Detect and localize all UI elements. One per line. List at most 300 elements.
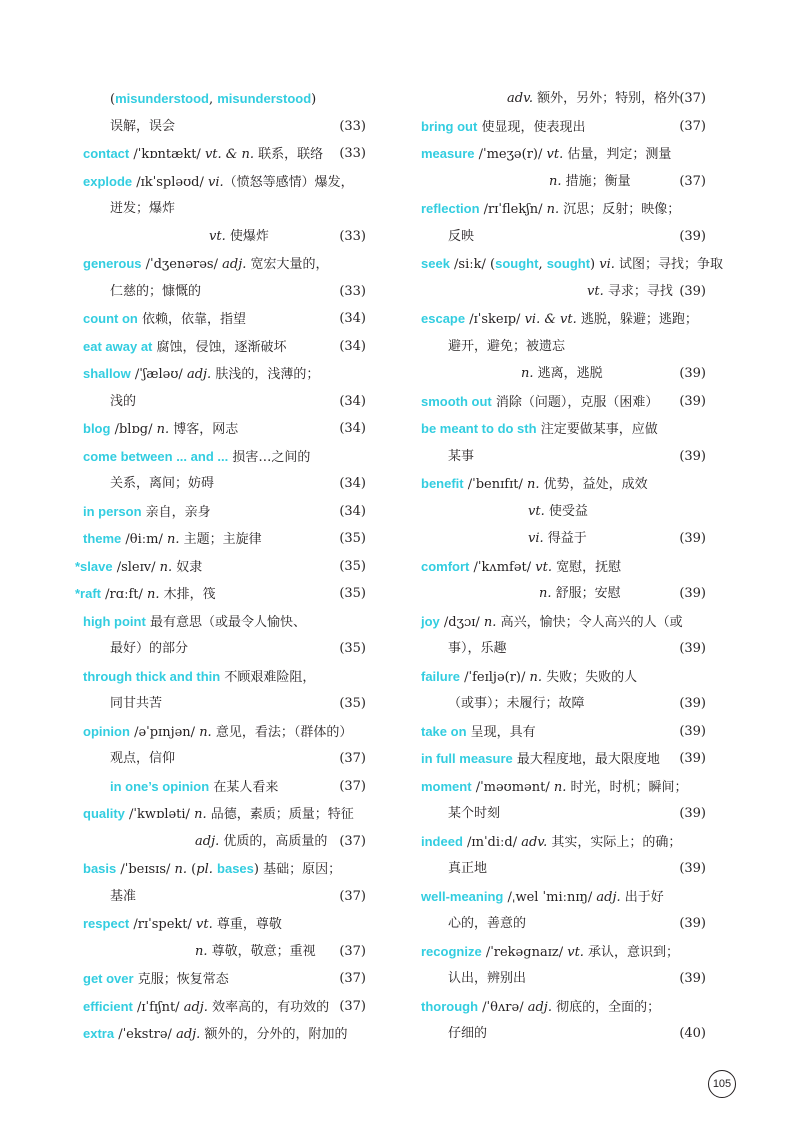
glossary-line xyxy=(421,828,706,856)
part-of-speech: adj. xyxy=(222,257,247,272)
glossary-line xyxy=(83,910,366,938)
page-reference: (39) xyxy=(679,723,706,739)
page-reference: (37) xyxy=(679,173,706,189)
glossary-line xyxy=(421,278,706,306)
entry-segment: 措施；衡量 xyxy=(561,173,631,189)
entry-text xyxy=(421,663,637,692)
page-reference: (39) xyxy=(679,696,706,711)
glossary-line xyxy=(421,333,706,361)
entry-text xyxy=(448,855,487,883)
entry-segment: /ˈməʊmənt/ xyxy=(471,779,554,795)
glossary-line xyxy=(421,553,706,581)
entry-text xyxy=(83,415,238,444)
entry-text xyxy=(75,580,216,609)
page-reference: (34) xyxy=(339,311,366,326)
page-reference: (37) xyxy=(339,751,366,766)
glossary-line xyxy=(83,305,366,333)
glossary-line xyxy=(421,965,706,993)
entry-text xyxy=(448,690,585,718)
entry-text xyxy=(448,1020,487,1048)
part-of-speech: vt. xyxy=(209,228,226,244)
entry-text xyxy=(549,168,631,196)
part-of-speech: n. xyxy=(199,724,212,740)
entry-segment: 承认，意识到； xyxy=(583,944,680,960)
entry-text xyxy=(110,773,278,802)
entry-segment: 仔细的 xyxy=(448,1026,488,1041)
headword: thorough xyxy=(421,998,479,1014)
page-reference: (39) xyxy=(679,393,706,409)
entry-segment: /ˈfeɪljə(r)/ xyxy=(460,669,530,685)
entry-text xyxy=(539,580,621,608)
part-of-speech: vt. xyxy=(528,503,545,519)
entry-segment: ( xyxy=(187,862,197,877)
headword: extra xyxy=(83,1026,115,1041)
headword: reflection xyxy=(421,201,480,216)
glossary-line xyxy=(421,195,706,223)
part-of-speech: vt. xyxy=(535,559,552,575)
glossary-line xyxy=(83,800,366,828)
entry-text xyxy=(110,85,316,114)
page-reference: (39) xyxy=(679,916,706,931)
entry-segment: 效率高的，有功效的 xyxy=(207,999,330,1015)
headword: *slave xyxy=(75,558,113,574)
entry-text xyxy=(421,608,683,637)
part-of-speech: n. xyxy=(167,532,180,547)
entry-segment: /sleɪv/ xyxy=(112,559,160,575)
page-reference: (34) xyxy=(339,421,366,436)
part-of-speech: vt. xyxy=(196,917,213,932)
entry-text xyxy=(83,360,319,389)
entry-segment: 同甘共苦 xyxy=(110,696,163,711)
entry-segment: ) 基础；原因； xyxy=(253,862,342,877)
headword: recognize xyxy=(421,943,482,959)
entry-segment: , xyxy=(208,92,218,107)
part-of-speech: n. xyxy=(147,587,160,602)
headword: failure xyxy=(421,668,461,684)
glossary-line xyxy=(421,635,706,663)
part-of-speech: vi. xyxy=(599,257,615,272)
entry-segment: /siːk/ ( xyxy=(449,257,496,272)
glossary-line xyxy=(421,938,706,966)
glossary-line xyxy=(421,690,706,718)
part-of-speech: adj. xyxy=(527,999,552,1015)
headword: high point xyxy=(83,613,146,629)
glossary-line xyxy=(421,580,706,608)
page-reference: (33) xyxy=(339,118,366,134)
entry-segment: 最有意思（或最令人愉快、 xyxy=(145,614,306,630)
headword: in one’s opinion xyxy=(110,778,210,794)
page-reference: (39) xyxy=(679,861,706,876)
glossary-line xyxy=(83,415,366,443)
part-of-speech: vi. & vt. xyxy=(524,312,577,327)
entry-segment: /ɪˈskeɪp/ xyxy=(465,312,525,327)
entry-segment: 优质的，高质量的 xyxy=(219,833,328,849)
entry-segment: /rɪˈflekʃn/ xyxy=(479,202,547,217)
part-of-speech: adj. xyxy=(195,833,220,849)
entry-segment: 损害…之间的 xyxy=(228,449,311,465)
entry-text xyxy=(448,635,507,663)
entry-segment: 浅的 xyxy=(110,393,137,409)
entry-segment: 仁慈的；慷慨的 xyxy=(110,283,202,299)
glossary-line xyxy=(83,168,366,196)
entry-segment: /ˈθʌrə/ xyxy=(478,999,528,1015)
page-reference: (33) xyxy=(339,228,366,244)
glossary-line xyxy=(421,800,706,828)
glossary-line xyxy=(83,250,366,278)
glossary-line xyxy=(83,635,366,663)
entry-text xyxy=(421,718,536,747)
entry-text xyxy=(448,910,526,938)
page-reference: (34) xyxy=(339,503,366,519)
entry-text xyxy=(110,470,214,498)
headword: respect xyxy=(83,916,130,931)
glossary-line xyxy=(83,938,366,966)
entry-segment: ) xyxy=(311,92,317,107)
glossary-line xyxy=(421,415,706,443)
entry-text xyxy=(110,113,175,141)
entry-segment: 最好）的部分 xyxy=(110,641,189,656)
entry-text xyxy=(110,690,162,718)
headword: be meant to do sth xyxy=(421,421,537,436)
glossary-line xyxy=(83,278,366,306)
entry-segment: /ɪˈfɪʃnt/ xyxy=(132,999,184,1015)
entry-segment: 避开，避免；被遗忘 xyxy=(448,338,566,354)
page-reference: (40) xyxy=(679,1026,706,1041)
entry-text xyxy=(421,415,658,444)
entry-segment: 依赖，依靠，指望 xyxy=(137,312,247,327)
glossary-line xyxy=(421,1020,706,1048)
glossary-line xyxy=(421,85,706,113)
page-reference: (39) xyxy=(679,448,706,464)
entry-segment: /dʒɔɪ/ xyxy=(439,614,484,630)
entry-text xyxy=(421,305,698,334)
entry-text xyxy=(448,800,500,828)
entry-text xyxy=(75,553,202,582)
entry-segment: 在某人看来 xyxy=(209,779,279,795)
glossary-line xyxy=(421,608,706,636)
headword: quality xyxy=(83,806,125,821)
glossary-line xyxy=(421,855,706,883)
part-of-speech: vt. xyxy=(546,147,564,162)
entry-segment: /rɑːft/ xyxy=(101,587,147,602)
entry-text xyxy=(83,305,246,334)
headword: misunderstood xyxy=(115,91,209,106)
entry-segment: 品德，素质；质量；特征 xyxy=(206,807,354,822)
entry-text xyxy=(421,470,648,499)
entry-segment: 意见，看法；（群体的） xyxy=(211,724,353,740)
entry-text xyxy=(421,388,658,417)
glossary-line xyxy=(83,525,366,553)
glossary-line xyxy=(83,608,366,636)
glossary-line xyxy=(421,525,706,553)
entry-text xyxy=(507,85,680,113)
entry-segment: 得益于 xyxy=(543,531,587,546)
entry-text xyxy=(83,663,315,692)
entry-segment: （或事）；未履行；故障 xyxy=(448,696,585,711)
part-of-speech: n. xyxy=(159,559,173,575)
entry-segment: 额外，另外；特别，格外 xyxy=(533,91,681,106)
entry-segment: 额外的，分外的，附加的 xyxy=(200,1027,348,1042)
page-reference: (39) xyxy=(679,641,706,656)
page-reference: (34) xyxy=(339,338,366,354)
headword: explode xyxy=(83,173,133,189)
entry-text xyxy=(83,965,229,994)
entry-text xyxy=(528,525,587,553)
page-reference: (37) xyxy=(679,91,706,106)
headword: misunderstood xyxy=(217,91,312,106)
glossary-line xyxy=(75,580,366,608)
part-of-speech: n. xyxy=(194,807,207,822)
headword: basis xyxy=(83,861,117,876)
glossary-line xyxy=(83,498,366,526)
entry-segment: /rɪˈspekt/ xyxy=(129,917,197,932)
entry-segment: 估量，判定；测量 xyxy=(563,147,672,162)
entry-segment: /ˌwel ˈmiːnɪŋ/ xyxy=(503,889,597,905)
entry-text xyxy=(83,443,310,472)
page-number: 105 xyxy=(708,1070,736,1098)
part-of-speech: n. xyxy=(526,477,540,492)
entry-segment: 宽宏大量的， xyxy=(246,257,329,272)
glossary-line xyxy=(83,388,366,416)
headword: *raft xyxy=(75,586,102,601)
headword: escape xyxy=(421,311,466,326)
glossary-line xyxy=(421,113,706,141)
page-reference: (37) xyxy=(339,943,366,959)
glossary-line xyxy=(83,773,366,801)
entry-segment: 亲自，亲身 xyxy=(141,504,211,520)
headword: bases xyxy=(217,861,254,876)
headword: seek xyxy=(421,256,450,271)
entry-text xyxy=(209,223,269,251)
entry-segment: /blɒg/ xyxy=(110,422,157,437)
entry-segment: /ˈrekəgnaɪz/ xyxy=(481,944,568,960)
page-reference: (33) xyxy=(339,283,366,299)
entry-text xyxy=(528,498,588,526)
entry-text xyxy=(110,388,136,416)
page-reference: (39) xyxy=(679,971,706,986)
glossary-line xyxy=(83,993,366,1021)
page-reference: (35) xyxy=(339,531,366,546)
entry-text xyxy=(421,773,688,802)
page-reference: (35) xyxy=(339,641,366,656)
entry-segment: 事），乐趣 xyxy=(448,641,507,656)
glossary-line xyxy=(83,333,366,361)
page-reference: (37) xyxy=(679,118,706,134)
entry-text xyxy=(110,745,175,773)
entry-segment: 联系，联络 xyxy=(254,147,324,162)
glossary-line xyxy=(421,250,724,278)
entry-segment: ( xyxy=(110,92,116,107)
headword: come between ... and ... xyxy=(83,448,229,464)
entry-segment: 呈现，具有 xyxy=(466,724,536,740)
entry-segment: 逃脱，躲避；逃跑； xyxy=(576,312,698,327)
entry-segment: /ˈkʌmfət/ xyxy=(469,559,536,575)
glossary-line xyxy=(83,140,366,168)
glossary-line xyxy=(83,745,366,773)
glossary-line xyxy=(421,470,706,498)
headword: take on xyxy=(421,723,467,739)
headword: bring out xyxy=(421,118,478,134)
entry-segment: /ˈekstrə/ xyxy=(114,1027,177,1042)
entry-segment: 某事 xyxy=(448,448,475,464)
entry-segment: 尊重，尊敬 xyxy=(212,917,282,932)
entry-text xyxy=(421,745,660,774)
part-of-speech: vt. & n. xyxy=(204,147,254,162)
page-reference: (35) xyxy=(339,696,366,711)
entry-segment: /ˈkɒntækt/ xyxy=(129,147,205,162)
entry-segment: /ˈbenɪfɪt/ xyxy=(463,477,527,492)
page-reference: (37) xyxy=(339,833,366,849)
entry-segment: 失败；失败的人 xyxy=(542,669,638,685)
headword: in person xyxy=(83,503,142,519)
entry-text xyxy=(195,828,327,856)
entry-segment: /ɪnˈdiːd/ xyxy=(462,834,522,850)
glossary-line xyxy=(83,223,366,251)
page-reference: (37) xyxy=(339,778,366,794)
page-reference: (34) xyxy=(339,393,366,409)
part-of-speech: vi. xyxy=(208,174,224,190)
page-reference: (39) xyxy=(679,586,706,601)
headword: contact xyxy=(83,146,130,161)
glossary-line xyxy=(83,965,366,993)
headword: smooth out xyxy=(421,393,492,409)
entry-segment: 使受益 xyxy=(544,503,588,519)
glossary-line xyxy=(421,360,706,388)
page-reference: (34) xyxy=(339,476,366,491)
entry-text xyxy=(421,250,723,279)
part-of-speech: n. xyxy=(549,173,562,189)
entry-text xyxy=(83,1020,347,1049)
entry-segment: 尊敬，敬意；重视 xyxy=(207,943,316,959)
entry-segment: 误解，误会 xyxy=(110,118,176,134)
headword: benefit xyxy=(421,476,464,491)
part-of-speech: vi. xyxy=(528,531,544,546)
entry-segment: 不顾艰难险阻， xyxy=(220,669,316,685)
headword: in full measure xyxy=(421,751,513,766)
glossary-line xyxy=(83,470,366,498)
entry-segment: 博客，网志 xyxy=(169,422,239,437)
page-reference: (39) xyxy=(679,366,706,381)
entry-segment: 舒服；安慰 xyxy=(551,586,621,601)
glossary-line xyxy=(83,195,366,223)
glossary-line xyxy=(83,360,366,388)
entry-text xyxy=(83,140,323,169)
entry-segment: 木排，筏 xyxy=(159,587,216,602)
entry-text xyxy=(83,855,341,884)
page-reference: (37) xyxy=(339,888,366,904)
entry-text xyxy=(587,278,673,306)
entry-segment: 主题；主旋律 xyxy=(179,532,262,547)
entry-segment: 克服；恢复常态 xyxy=(133,972,229,987)
entry-text xyxy=(83,168,354,197)
headword: joy xyxy=(421,613,440,629)
glossary-line xyxy=(83,113,366,141)
entry-segment: /ˈʃæləʊ/ xyxy=(130,367,187,382)
entry-text xyxy=(448,333,565,361)
entry-segment: ) xyxy=(590,257,600,272)
page-reference: (33) xyxy=(339,146,366,161)
entry-segment: /ˈkwɒləti/ xyxy=(124,807,195,822)
part-of-speech: n. xyxy=(553,779,567,795)
entry-segment: 某个时刻 xyxy=(448,806,501,821)
entry-segment: 心的，善意的 xyxy=(448,916,527,931)
entry-text xyxy=(83,910,282,939)
part-of-speech: n. xyxy=(156,422,170,437)
glossary-column-right xyxy=(421,85,724,1048)
page-reference: (39) xyxy=(679,751,706,766)
glossary-line xyxy=(421,223,706,251)
glossary-column-left xyxy=(75,85,366,1048)
entry-text xyxy=(421,140,671,169)
entry-segment: 高兴，愉快；令人高兴的人（或 xyxy=(496,614,683,630)
entry-segment: 观点，信仰 xyxy=(110,751,176,766)
entry-text xyxy=(83,993,329,1022)
entry-segment: 注定要做某事，应做 xyxy=(536,422,658,437)
entry-segment: （愤怒等感情）爆发， xyxy=(223,174,354,190)
entry-text xyxy=(110,278,201,306)
entry-segment: 认出，辨别出 xyxy=(448,971,527,986)
headword: count on xyxy=(83,311,138,326)
part-of-speech: adj. xyxy=(176,1027,201,1042)
entry-segment: 出于好 xyxy=(620,889,664,905)
entry-segment: 真正地 xyxy=(448,861,488,876)
entry-segment: , xyxy=(538,257,547,272)
entry-text xyxy=(421,993,660,1022)
entry-segment: 彻底的，全面的； xyxy=(551,999,661,1015)
glossary-line xyxy=(83,663,366,691)
entry-segment: 逃离，逃脱 xyxy=(533,366,603,381)
headword: get over xyxy=(83,971,134,986)
entry-segment: /ɪkˈspləʊd/ xyxy=(132,174,208,190)
entry-text xyxy=(421,195,680,224)
entry-segment: 寻求；寻找 xyxy=(603,283,673,299)
headword: indeed xyxy=(421,833,463,849)
entry-text xyxy=(421,113,585,142)
glossary-line xyxy=(421,773,706,801)
entry-text xyxy=(421,883,664,912)
headword: shallow xyxy=(83,366,131,381)
page-reference: (39) xyxy=(679,806,706,821)
glossary-line xyxy=(421,718,706,746)
entry-text xyxy=(110,883,136,911)
glossary-line xyxy=(83,718,366,746)
entry-segment: 优势，益处，成效 xyxy=(539,477,648,492)
part-of-speech: n. xyxy=(174,862,188,877)
entry-text xyxy=(195,938,316,966)
entry-text xyxy=(521,360,603,388)
entry-segment: 使显现，使表现出 xyxy=(477,119,586,135)
entry-segment: 消除（问题），克服（困难） xyxy=(491,394,659,410)
entry-segment: /əˈpɪnjən/ xyxy=(129,724,200,740)
headword: measure xyxy=(421,146,475,161)
glossary-line xyxy=(421,388,706,416)
glossary-line xyxy=(421,663,706,691)
entry-text xyxy=(83,333,287,362)
entry-segment: 时光，时机；瞬间； xyxy=(566,779,688,795)
entry-text xyxy=(421,938,679,967)
entry-text xyxy=(83,718,352,747)
headword: generous xyxy=(83,256,142,271)
entry-segment: 使爆炸 xyxy=(225,228,269,244)
glossary-line xyxy=(83,85,366,113)
headword: theme xyxy=(83,531,122,546)
part-of-speech: n. xyxy=(539,586,552,601)
glossary-line xyxy=(421,910,706,938)
glossary-line xyxy=(421,305,706,333)
glossary-line xyxy=(421,498,706,526)
glossary-line xyxy=(83,883,366,911)
headword: blog xyxy=(83,421,111,436)
